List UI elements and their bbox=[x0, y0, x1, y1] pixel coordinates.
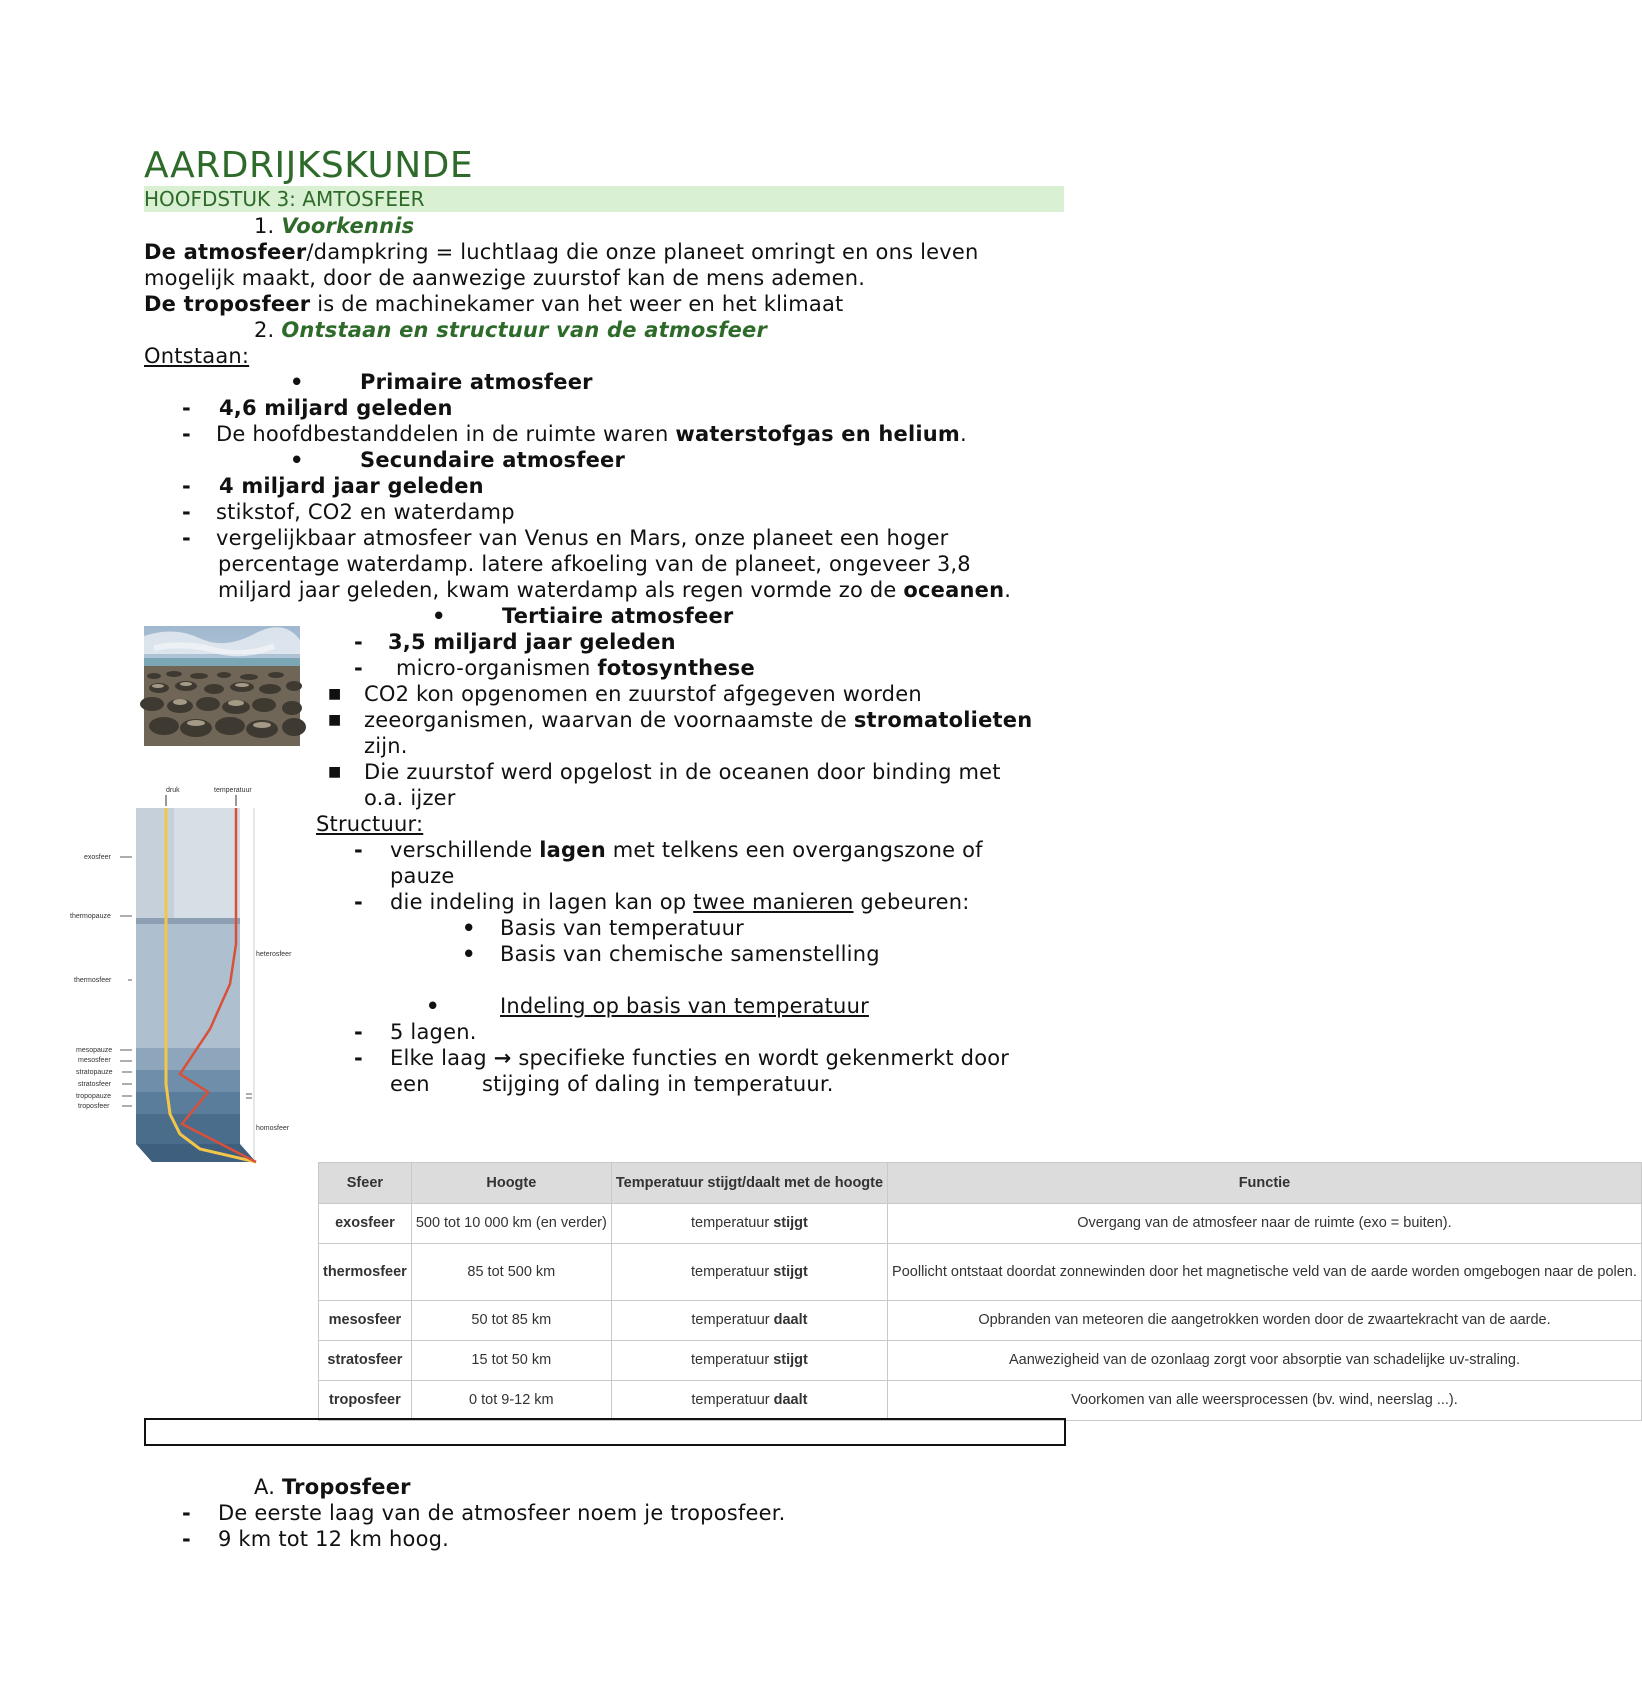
secundaire-item-2: stikstof, CO2 en waterdamp bbox=[216, 500, 515, 524]
empty-box bbox=[144, 1418, 1066, 1446]
basis-temperatuur: Basis van temperatuur bbox=[500, 916, 744, 940]
section-a-heading bbox=[254, 1474, 411, 1500]
text-bold: stromatolieten bbox=[853, 708, 1033, 732]
chapter-bar bbox=[144, 186, 1064, 212]
bullet-icon: • bbox=[432, 604, 446, 628]
paragraph-troposfeer bbox=[144, 291, 843, 317]
text: zeeorganismen, waarvan de voornaamste de bbox=[364, 708, 854, 732]
sphere-table-container bbox=[318, 1162, 1642, 1421]
cell-functie: Overgang van de atmosfeer naar de ruimte (exo = buiten). bbox=[888, 1204, 1642, 1244]
dash-icon: - bbox=[182, 526, 191, 550]
cell-functie: Poollicht ontstaat doordat zonnewinden door het magnetische veld van de aarde worden omgebogen naar de polen. bbox=[888, 1244, 1642, 1301]
dash-icon: - bbox=[354, 630, 363, 654]
text: . bbox=[1004, 578, 1012, 602]
tertiaire-sq-3-line2: o.a. ijzer bbox=[364, 786, 456, 810]
cell-temp bbox=[611, 1381, 887, 1421]
table-row bbox=[319, 1301, 1642, 1341]
text: . bbox=[960, 422, 967, 446]
section-title: Voorkennis bbox=[281, 214, 415, 238]
diagram-label-homosfeer: homosfeer bbox=[256, 1125, 290, 1132]
bullet-icon: • bbox=[290, 370, 304, 394]
structuur-label: Structuur: bbox=[316, 812, 424, 836]
diagram-label-exosfeer: exosfeer bbox=[84, 854, 111, 861]
table-row bbox=[319, 1204, 1642, 1244]
sphere-table bbox=[318, 1162, 1642, 1421]
cell-sfeer: mesosfeer bbox=[319, 1301, 412, 1341]
text: gebeuren: bbox=[853, 890, 970, 914]
text: micro-organismen bbox=[396, 656, 598, 680]
table-row bbox=[319, 1244, 1642, 1301]
diagram-label-temperatuur: temperatuur bbox=[214, 787, 252, 794]
dash-icon: - bbox=[354, 890, 363, 914]
tertiaire-sq-2 bbox=[364, 707, 1032, 733]
dash-icon: - bbox=[182, 422, 191, 446]
troposfeer-item-2: 9 km tot 12 km hoog. bbox=[218, 1527, 450, 1551]
diagram-label-mesosfeer: mesosfeer bbox=[78, 1057, 111, 1064]
cell-hoogte: 0 tot 9-12 km bbox=[411, 1381, 611, 1421]
diagram-label-troposfeer: troposfeer bbox=[78, 1103, 110, 1110]
basis-chemische-samenstelling: Basis van chemische samenstelling bbox=[500, 942, 880, 966]
primaire-heading: Primaire atmosfeer bbox=[360, 370, 593, 394]
chapter-title: HOOFDSTUK 3: AMTOSFEER bbox=[144, 187, 425, 211]
text: miljard jaar geleden, kwam waterdamp als regen vormde zo de bbox=[218, 578, 904, 602]
cell-temp bbox=[611, 1204, 887, 1244]
text: temperatuur bbox=[691, 1263, 774, 1280]
table-row bbox=[319, 1381, 1642, 1421]
text: is de machinekamer van het weer en het klimaat bbox=[310, 292, 844, 316]
paragraph-atmosfeer-line2: mogelijk maakt, door de aanwezige zuurstof kan de mens ademen. bbox=[144, 266, 866, 290]
structuur-item-1-line2: pauze bbox=[390, 864, 455, 888]
atmosphere-layers-diagram bbox=[70, 784, 302, 1164]
section-title: Ontstaan en structuur van de atmosfeer bbox=[281, 318, 768, 342]
primaire-item-2 bbox=[216, 421, 967, 447]
cell-sfeer: troposfeer bbox=[319, 1381, 412, 1421]
table-row bbox=[319, 1341, 1642, 1381]
text-bold: fotosynthese bbox=[597, 656, 755, 680]
text-underlined: twee manieren bbox=[693, 890, 854, 914]
elke-laag bbox=[390, 1045, 1009, 1071]
text-bold: oceanen bbox=[903, 578, 1005, 602]
text-bold: waterstofgas en helium bbox=[675, 422, 961, 446]
cell-temp bbox=[611, 1341, 887, 1381]
secundaire-item-3-line2: percentage waterdamp. latere afkoeling van de planeet, ongeveer 3,8 bbox=[218, 552, 971, 576]
text-bold: daalt bbox=[773, 1392, 808, 1408]
header-hoogte: Hoogte bbox=[411, 1163, 611, 1204]
text-bold: stijgt bbox=[773, 1352, 808, 1368]
cell-hoogte: 15 tot 50 km bbox=[411, 1341, 611, 1381]
text-bold: stijgt bbox=[773, 1263, 808, 1280]
troposfeer-item-1: De eerste laag van de atmosfeer noem je troposfeer. bbox=[218, 1501, 786, 1525]
text: Elke laag bbox=[390, 1046, 494, 1070]
diagram-label-thermosfeer: thermosfeer bbox=[74, 977, 112, 984]
secundaire-item-3-line3 bbox=[218, 577, 1011, 603]
elke-laag-line2a: een bbox=[390, 1072, 430, 1096]
structuur-item-2 bbox=[390, 889, 970, 915]
indeling-temperatuur: Indeling op basis van temperatuur bbox=[500, 994, 869, 1018]
header-functie: Functie bbox=[888, 1163, 1642, 1204]
tertiaire-heading: Tertiaire atmosfeer bbox=[502, 604, 734, 628]
dash-icon: - bbox=[354, 838, 363, 862]
cell-temp bbox=[611, 1244, 887, 1301]
dash-icon: - bbox=[354, 656, 363, 680]
cell-hoogte: 50 tot 85 km bbox=[411, 1301, 611, 1341]
cell-sfeer: exosfeer bbox=[319, 1204, 412, 1244]
text: temperatuur bbox=[691, 1215, 774, 1231]
text: specifieke functies en wordt gekenmerkt door bbox=[511, 1046, 1010, 1070]
tertiaire-item-2 bbox=[396, 655, 755, 681]
square-bullet-icon: ■ bbox=[328, 686, 342, 702]
secundaire-heading: Secundaire atmosfeer bbox=[360, 448, 626, 472]
dash-icon: - bbox=[182, 474, 191, 498]
text: De hoofdbestanddelen in de ruimte waren bbox=[216, 422, 676, 446]
cell-functie: Voorkomen van alle weersprocessen (bv. wind, neerslag ...). bbox=[888, 1381, 1642, 1421]
dash-icon: - bbox=[182, 500, 191, 524]
tertiaire-sq-3: Die zuurstof werd opgelost in de oceanen door binding met bbox=[364, 760, 1001, 784]
dash-icon: - bbox=[354, 1046, 363, 1070]
ontstaan-label: Ontstaan: bbox=[144, 344, 250, 368]
cell-sfeer: stratosfeer bbox=[319, 1341, 412, 1381]
square-bullet-icon: ■ bbox=[328, 764, 342, 780]
diagram-label-stratosfeer: stratosfeer bbox=[78, 1081, 112, 1088]
text: /dampkring = luchtlaag die onze planeet omringt en ons leven bbox=[306, 240, 979, 264]
diagram-label-stratopauze: stratopauze bbox=[76, 1069, 113, 1076]
section-2-heading bbox=[254, 317, 767, 343]
text: temperatuur bbox=[691, 1392, 774, 1408]
stromatolite-photo bbox=[144, 626, 300, 746]
secundaire-item-1: 4 miljard jaar geleden bbox=[219, 474, 484, 498]
cell-temp bbox=[611, 1301, 887, 1341]
diagram-label-heterosfeer: heterosfeer bbox=[256, 951, 292, 958]
cell-functie: Aanwezigheid van de ozonlaag zorgt voor absorptie van schadelijke uv-straling. bbox=[888, 1341, 1642, 1381]
header-sfeer: Sfeer bbox=[319, 1163, 412, 1204]
bullet-icon: • bbox=[462, 916, 476, 940]
paragraph-atmosfeer bbox=[144, 239, 979, 265]
structuur-item-1 bbox=[390, 837, 983, 863]
tertiaire-sq-2-line2: zijn. bbox=[364, 734, 408, 758]
text-bold: lagen bbox=[539, 838, 606, 862]
arrow-right-icon: → bbox=[493, 1046, 512, 1070]
bullet-icon: • bbox=[426, 994, 440, 1018]
square-bullet-icon: ■ bbox=[328, 712, 342, 728]
header-temperatuur: Temperatuur stijgt/daalt met de hoogte bbox=[611, 1163, 887, 1204]
bullet-icon: • bbox=[462, 942, 476, 966]
primaire-item-1: 4,6 miljard geleden bbox=[219, 396, 453, 420]
text: die indeling in lagen kan op bbox=[390, 890, 694, 914]
dash-icon: - bbox=[182, 1501, 191, 1525]
page-title: AARDRIJKSKUNDE bbox=[144, 145, 474, 186]
text: met telkens een overgangszone of bbox=[605, 838, 983, 862]
section-letter: A. bbox=[254, 1475, 276, 1499]
text: verschillende bbox=[390, 838, 540, 862]
diagram-label-thermopauze: thermopauze bbox=[70, 913, 111, 920]
text: temperatuur bbox=[691, 1352, 774, 1368]
lagen-count: 5 lagen. bbox=[390, 1020, 477, 1044]
cell-sfeer: thermosfeer bbox=[319, 1244, 412, 1301]
secundaire-item-3-line1: vergelijkbaar atmosfeer van Venus en Mars, onze planeet een hoger bbox=[216, 526, 949, 550]
elke-laag-line2b: stijging of daling in temperatuur. bbox=[482, 1072, 834, 1096]
section-number: 2. bbox=[254, 318, 275, 342]
term-atmosfeer: De atmosfeer bbox=[144, 240, 307, 264]
text-bold: stijgt bbox=[773, 1215, 808, 1231]
dash-icon: - bbox=[182, 396, 191, 420]
text: temperatuur bbox=[691, 1312, 774, 1328]
section-title: Troposfeer bbox=[281, 1475, 411, 1499]
cell-hoogte: 500 tot 10 000 km (en verder) bbox=[411, 1204, 611, 1244]
dash-icon: - bbox=[354, 1020, 363, 1044]
text-bold: daalt bbox=[773, 1312, 808, 1328]
table-header-row bbox=[319, 1163, 1642, 1204]
section-1-heading bbox=[254, 213, 414, 239]
dash-icon: - bbox=[182, 1527, 191, 1551]
section-number: 1. bbox=[254, 214, 275, 238]
tertiaire-item-1: 3,5 miljard jaar geleden bbox=[388, 630, 676, 654]
term-troposfeer: De troposfeer bbox=[144, 292, 311, 316]
diagram-label-mesopauze: mesopauze bbox=[76, 1047, 113, 1054]
bullet-icon: • bbox=[290, 448, 304, 472]
tertiaire-sq-1: CO2 kon opgenomen en zuurstof afgegeven worden bbox=[364, 682, 922, 706]
cell-functie: Opbranden van meteoren die aangetrokken worden door de zwaartekracht van de aarde. bbox=[888, 1301, 1642, 1341]
diagram-label-druk: druk bbox=[166, 787, 180, 794]
diagram-label-tropopauze: tropopauze bbox=[76, 1093, 112, 1100]
cell-hoogte: 85 tot 500 km bbox=[411, 1244, 611, 1301]
